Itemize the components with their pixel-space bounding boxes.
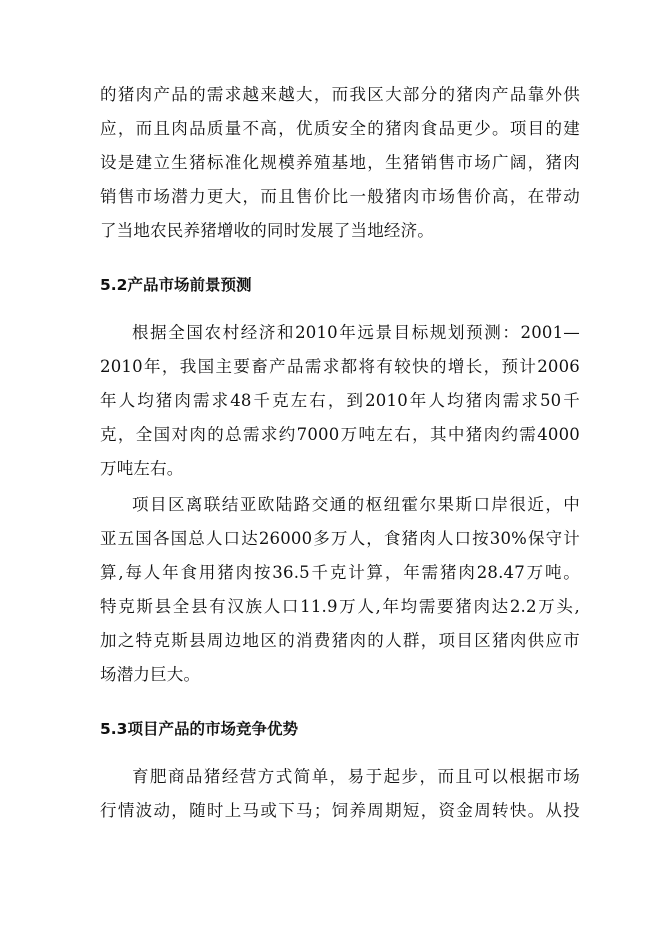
paragraph-line: 场潜力巨大。 <box>100 665 201 684</box>
paragraph-line: 根据全国农村经济和2010年远景目标规划预测：2001— <box>132 323 580 342</box>
paragraph-line: 了当地农民养猪增收的同时发展了当地经济。 <box>100 221 434 240</box>
paragraph-line: 销售市场潜力更大，而且售价比一般猪肉市场售价高，在带动 <box>100 187 580 206</box>
paragraph-line: 育肥商品猪经营方式简单，易于起步，而且可以根据市场 <box>132 767 580 786</box>
paragraph-line: 加之特克斯县周边地区的消费猪肉的人群，项目区猪肉供应市 <box>100 631 580 650</box>
paragraph-line: 项目区离联结亚欧陆路交通的枢纽霍尔果斯口岸很近，中 <box>132 495 580 514</box>
section-heading-5-3: 5.3项目产品的市场竞争优势 <box>100 720 298 738</box>
paragraph-line: 的猪肉产品的需求越来越大，而我区大部分的猪肉产品靠外供 <box>100 85 580 104</box>
paragraph-line: 年人均猪肉需求48千克左右，到2010年人均猪肉需求50千 <box>100 391 580 410</box>
paragraph-line: 应，而且肉品质量不高，优质安全的猪肉食品更少。项目的建 <box>100 119 580 138</box>
paragraph-line: 特克斯县全县有汉族人口11.9万人,年均需要猪肉达2.2万头, <box>100 597 580 616</box>
paragraph-line: 设是建立生猪标准化规模养殖基地，生猪销售市场广阔，猪肉 <box>100 153 580 172</box>
paragraph-line: 行情波动，随时上马或下马；饲养周期短，资金周转快。从投 <box>100 801 580 820</box>
paragraph-line: 亚五国各国总人口达26000多万人，食猪肉人口按30%保守计 <box>100 529 580 548</box>
paragraph-line: 2010年，我国主要畜产品需求都将有较快的增长，预计2006 <box>100 357 580 376</box>
paragraph-line: 克，全国对肉的总需求约7000万吨左右，其中猪肉约需4000 <box>100 425 580 444</box>
section-heading-5-2: 5.2产品市场前景预测 <box>100 276 252 294</box>
paragraph-line: 算,每人年食用猪肉按36.5千克计算，年需猪肉28.47万吨。 <box>100 563 580 582</box>
paragraph-line: 万吨左右。 <box>100 459 184 478</box>
